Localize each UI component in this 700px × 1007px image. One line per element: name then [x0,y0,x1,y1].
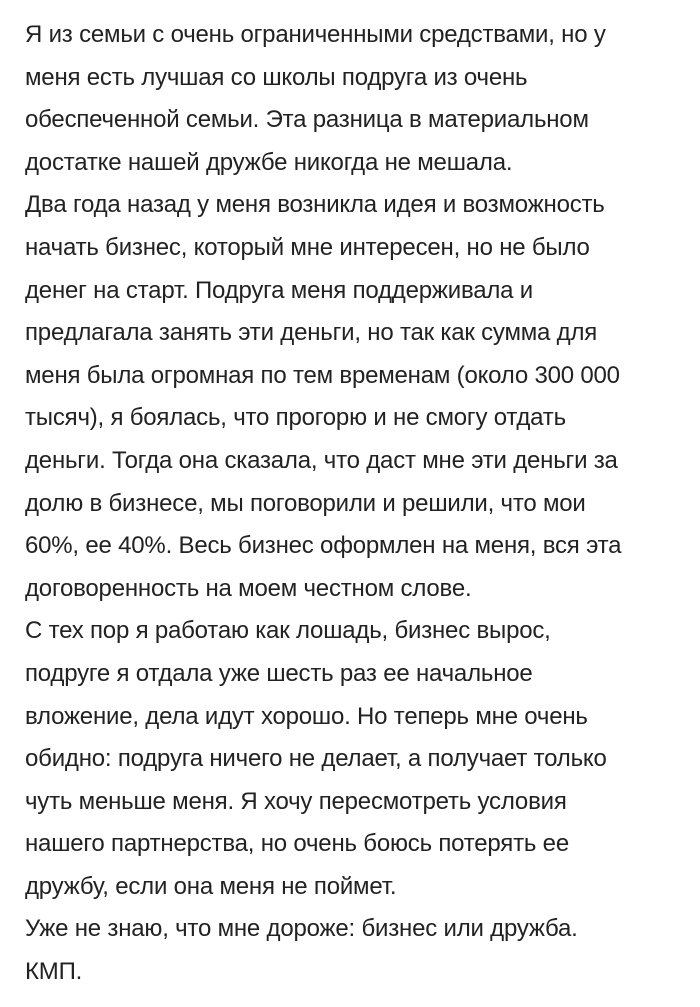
text-line: подруге я отдала уже шесть раз ее начальное [25,659,533,687]
signature: КМП. [25,958,83,986]
text-line: Уже не знаю, что мне дороже: бизнес или дружба. [25,915,578,943]
text-line: обеспеченной семьи. Эта разница в материальном [25,106,589,134]
text-line: начать бизнес, который мне интересен, но не было [25,233,590,261]
text-line: меня была огромная по тем временам (около 300 000 [25,361,620,389]
text-line: вложение, дела идут хорошо. Но теперь мне очень [25,702,588,730]
text-line: обидно: подруга ничего не делает, а получает только [25,745,607,773]
text-line: долю в бизнесе, мы поговорили и решили, что мои [25,489,586,517]
text-line: дружбу, если она меня не поймет. [25,872,397,900]
text-line: Два года назад у меня возникла идея и возможность [25,191,605,219]
text-line: тысяч), я боялась, что прогорю и не смогу отдать [25,404,566,432]
text-line: нашего партнерства, но очень боюсь потерять ее [25,830,569,858]
text-line: чуть меньше меня. Я хочу пересмотреть условия [25,787,567,815]
text-line: денег на старт. Подруга меня поддерживала и [25,276,533,304]
text-line: достатке нашей дружбе никогда не мешала. [25,148,513,176]
text-line: деньги. Тогда она сказала, что даст мне эти деньги за [25,446,618,474]
text-line: Я из семьи с очень ограниченными средствами, но у [25,21,606,48]
text-line: договоренность на моем честном слове. [25,574,472,602]
text-line: предлагала занять эти деньги, но так как сумма для [25,319,598,347]
text-line: меня есть лучшая со школы подруга из очень [25,63,528,91]
text-line: 60%, ее 40%. Весь бизнес оформлен на меня, вся эта [25,532,622,560]
text-line: С тех пор я работаю как лошадь, бизнес вырос, [25,617,551,645]
